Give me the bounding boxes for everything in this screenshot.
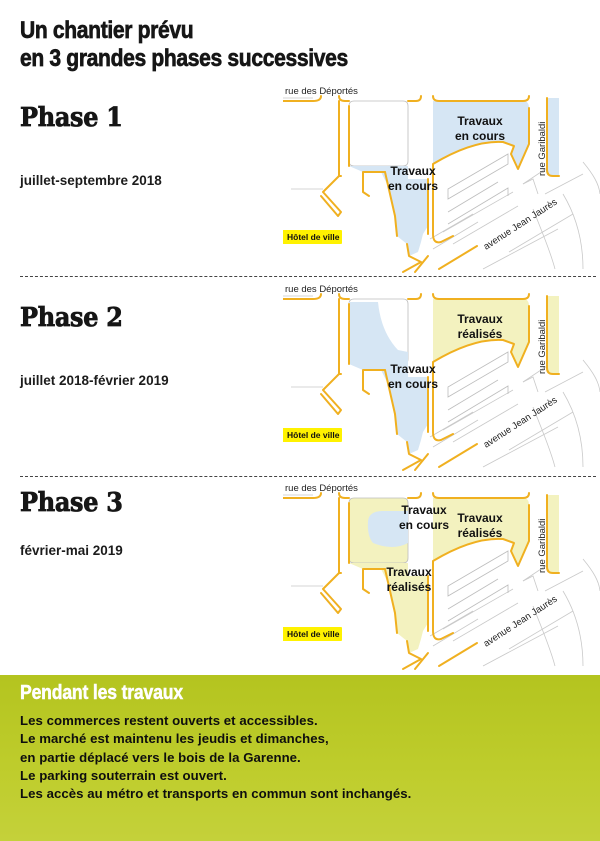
- zone-far-right: [547, 495, 559, 573]
- banner-heading: Pendant les travaux: [20, 682, 183, 704]
- street-label-rue-des-deportes: rue des Déportés: [285, 483, 358, 494]
- svg-text:Travaux: Travaux: [390, 164, 436, 178]
- street-label-rue-des-deportes: rue des Déportés: [285, 284, 358, 295]
- phase-2-map: [283, 282, 600, 472]
- hotel-de-ville-badge: [283, 627, 342, 641]
- svg-text:en cours: en cours: [454, 129, 506, 143]
- svg-text:réalisés: réalisés: [457, 327, 503, 341]
- street-label-avenue-jean-jaures: avenue Jean Jaurès: [481, 394, 560, 451]
- svg-text:Travaux: Travaux: [401, 503, 447, 517]
- zone-label-right: [457, 511, 503, 540]
- hotel-de-ville-label: Hôtel de ville: [287, 430, 340, 440]
- svg-text:Travaux: Travaux: [386, 565, 432, 579]
- street-label-rue-des-deportes: rue des Déportés: [285, 86, 358, 97]
- hotel-de-ville-badge: [283, 428, 342, 442]
- zone-far-right: [547, 296, 559, 374]
- phase-1-dates: juillet-septembre 2018: [20, 173, 162, 188]
- zone-far-right: [547, 98, 559, 176]
- during-works-banner: [0, 675, 600, 841]
- phase-2-dates: juillet 2018-février 2019: [20, 373, 169, 388]
- phase-3-map: [283, 481, 600, 671]
- zone-label-right: [457, 312, 503, 341]
- street-label-rue-garibaldi: rue Garibaldi: [537, 319, 548, 374]
- street-label-avenue-jean-jaures: avenue Jean Jaurès: [481, 196, 560, 253]
- zone-label-left-lower: [388, 362, 438, 391]
- street-label-avenue-jean-jaures: avenue Jean Jaurès: [481, 593, 560, 650]
- svg-text:Travaux: Travaux: [457, 114, 503, 128]
- zone-left-upper: [349, 101, 408, 166]
- phase-separator: [20, 276, 596, 277]
- page-title: [20, 17, 348, 73]
- banner-item: Les accès au métro et transports en commun sont inchangés.: [20, 786, 412, 802]
- phase-1-heading: Phase 1: [20, 103, 123, 133]
- zone-label-left-upper: [399, 503, 449, 532]
- banner-list: [20, 712, 411, 803]
- site-map: [283, 84, 600, 274]
- banner-item: Les commerces restent ouverts et accessibles.: [20, 713, 318, 728]
- hotel-de-ville-label: Hôtel de ville: [287, 629, 340, 639]
- svg-text:Travaux: Travaux: [390, 362, 436, 376]
- building-outlines: [448, 352, 508, 422]
- svg-text:réalisés: réalisés: [386, 580, 432, 594]
- svg-text:en cours: en cours: [387, 377, 439, 391]
- site-map: [283, 282, 600, 472]
- svg-text:en cours: en cours: [387, 179, 439, 193]
- banner-item: en partie déplacé vers le bois de la Garenne.: [20, 749, 301, 765]
- phase-3-dates: février-mai 2019: [20, 543, 123, 558]
- svg-text:Travaux: Travaux: [457, 312, 503, 326]
- page-title-line-2: en 3 grandes phases successives: [20, 45, 348, 72]
- banner-item: Le marché est maintenu les jeudis et dimanches,: [20, 731, 329, 747]
- svg-text:en cours: en cours: [398, 518, 450, 532]
- zone-label-right: [455, 114, 505, 143]
- building-outlines: [448, 551, 508, 621]
- building-outlines: [448, 154, 508, 224]
- zone-label-left-lower: [388, 164, 438, 193]
- page-title-line-1: Un chantier prévu: [20, 17, 194, 44]
- svg-text:Travaux: Travaux: [457, 511, 503, 525]
- phase-3-heading: Phase 3: [20, 488, 123, 518]
- street-label-rue-garibaldi: rue Garibaldi: [537, 518, 548, 573]
- phase-separator: [20, 476, 596, 477]
- banner-item: Le parking souterrain est ouvert.: [20, 767, 227, 783]
- street-label-rue-garibaldi: rue Garibaldi: [537, 121, 548, 176]
- hotel-de-ville-badge: [283, 230, 342, 244]
- phase-1-map: [283, 84, 600, 274]
- zone-label-left-lower: [386, 565, 432, 594]
- hotel-de-ville-label: Hôtel de ville: [287, 232, 340, 242]
- phase-2-heading: Phase 2: [20, 303, 123, 333]
- svg-text:réalisés: réalisés: [457, 526, 503, 540]
- site-map: [283, 481, 600, 671]
